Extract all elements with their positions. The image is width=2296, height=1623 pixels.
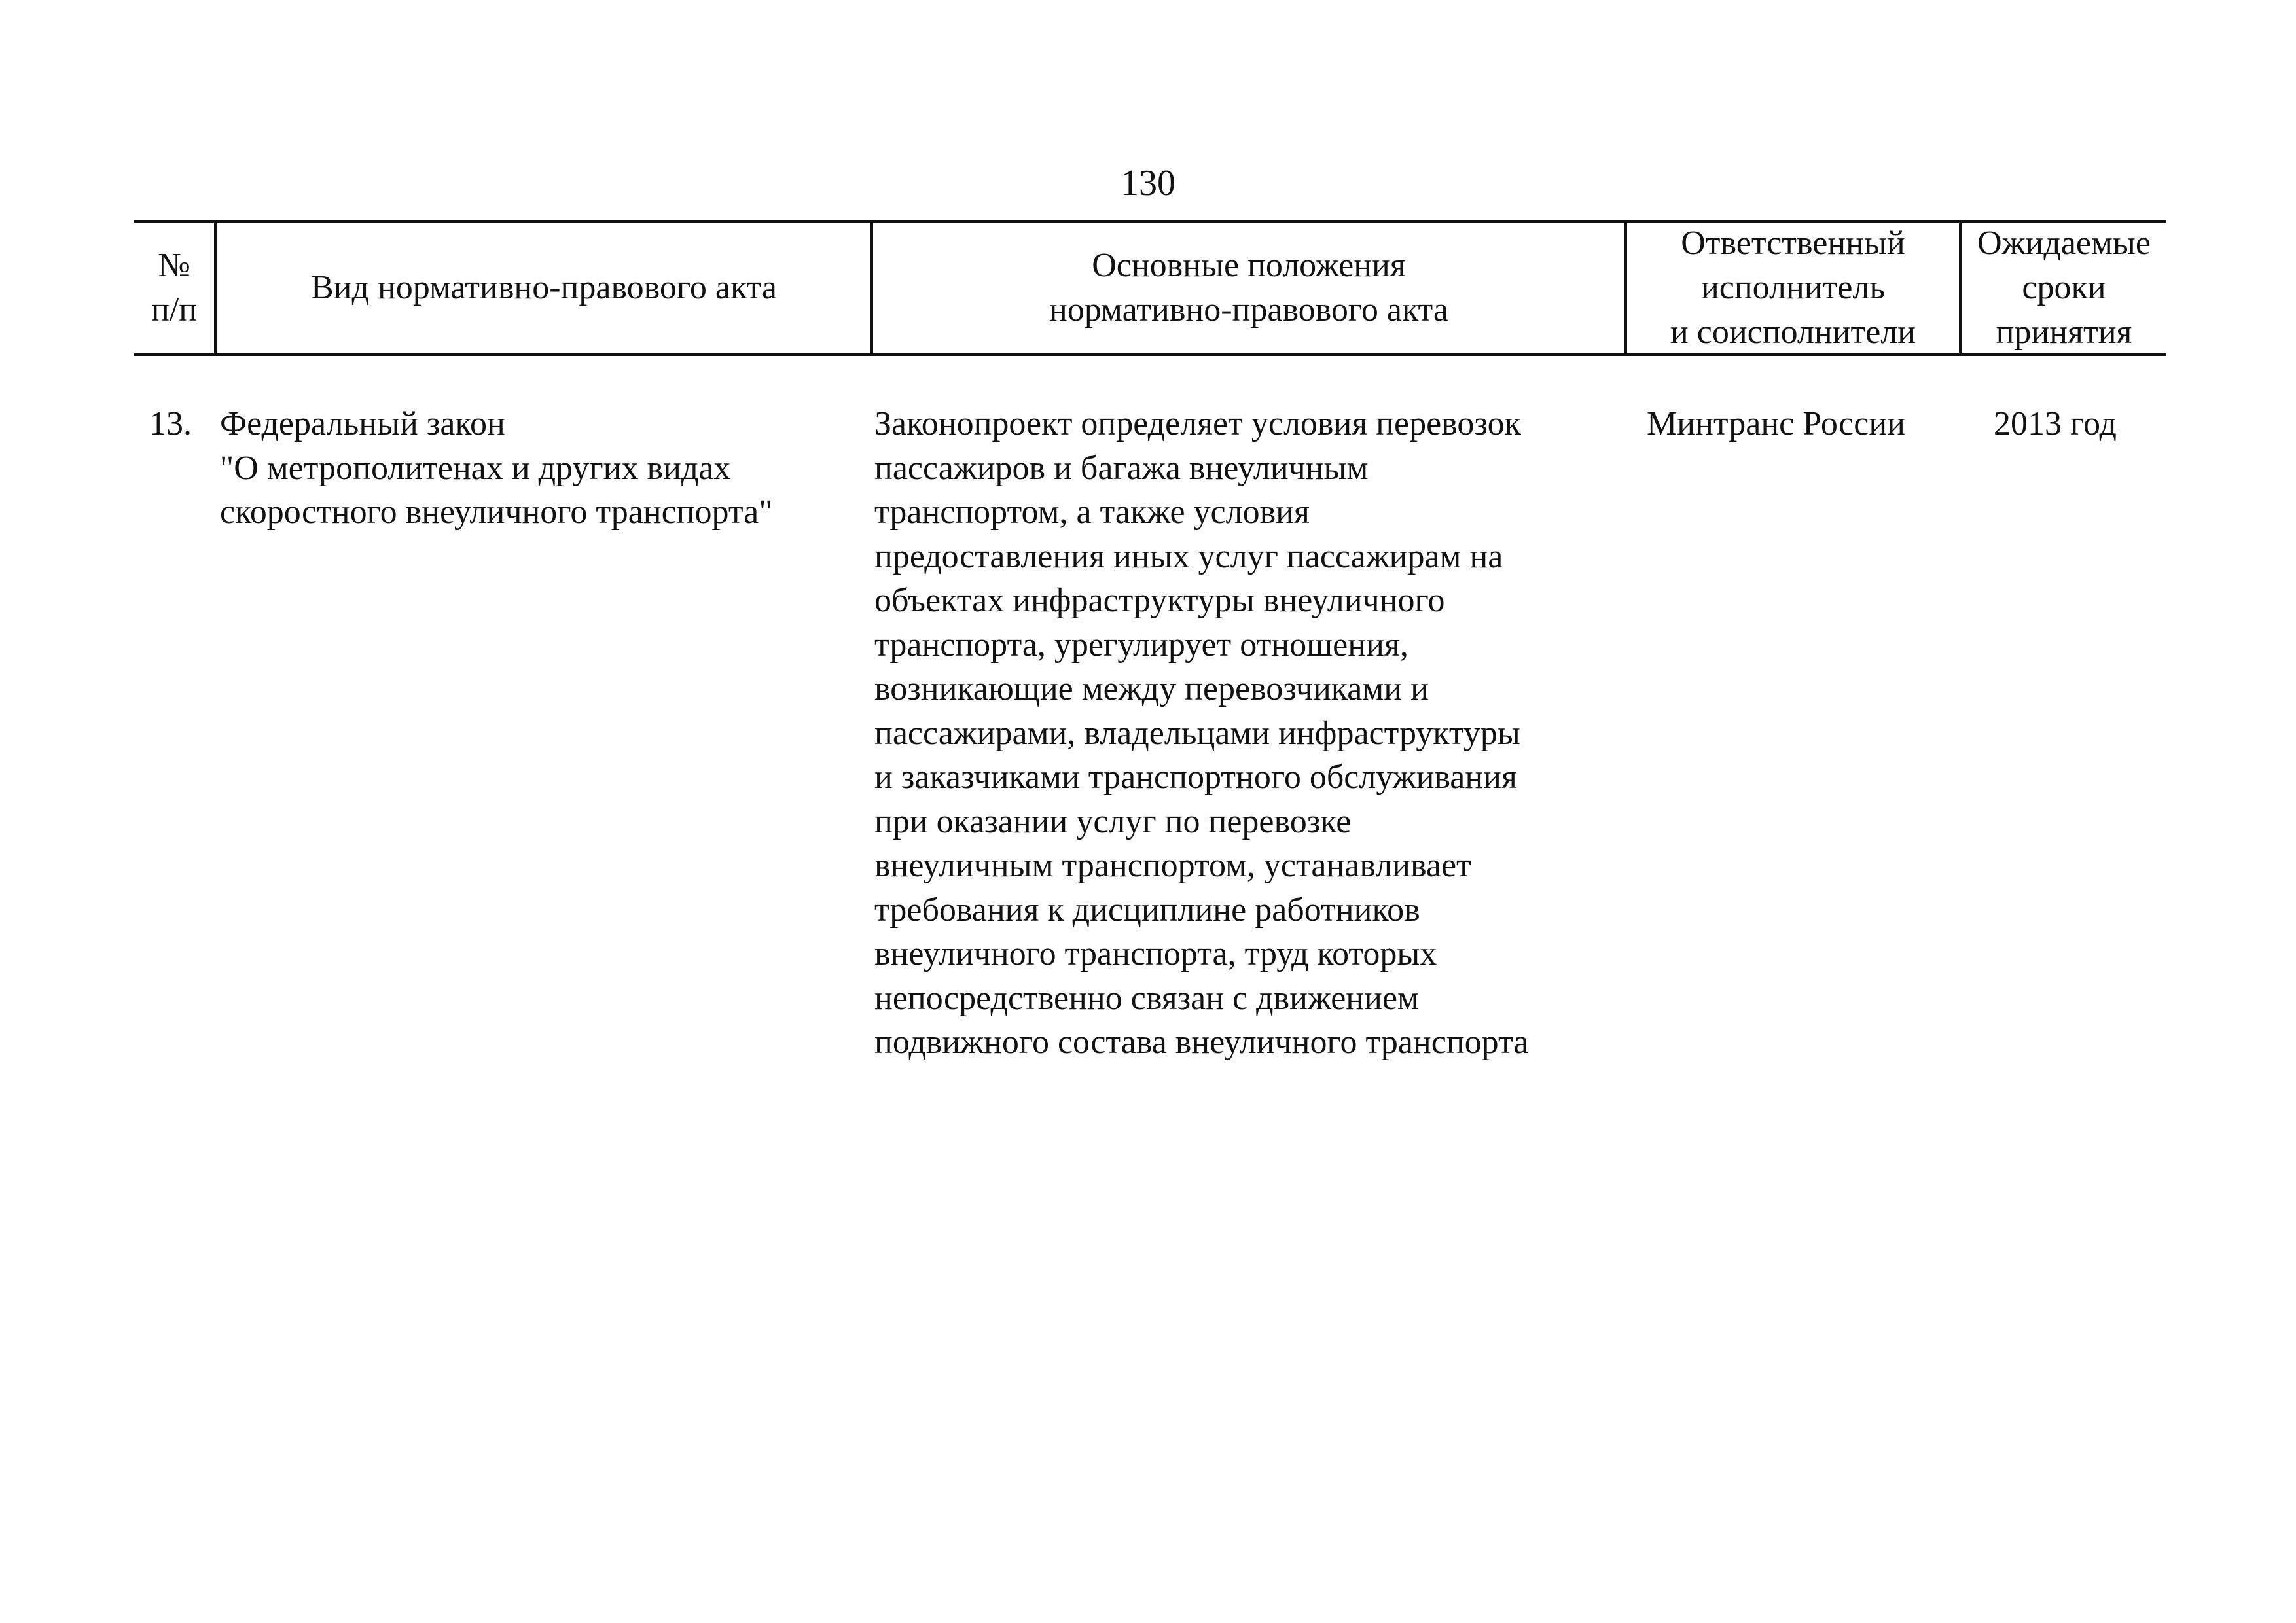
provisions-line: предоставления иных услуг пассажирам на	[874, 537, 1503, 575]
header-number-line: п/п	[151, 291, 198, 329]
page-number: 130	[1121, 163, 1175, 204]
provisions-line: требования к дисциплине работников	[874, 891, 1420, 929]
row-act-type	[220, 402, 773, 535]
row-number: 13.	[149, 405, 192, 442]
table-header	[134, 220, 2166, 356]
provisions-line: пассажиров и багажа внеуличным	[874, 449, 1369, 487]
row-provisions	[874, 402, 1528, 1065]
header-act-type	[217, 223, 871, 353]
provisions-line: Законопроект определяет условия перевозок	[874, 405, 1521, 442]
header-executor	[1627, 223, 1959, 353]
header-terms-line: Ожидаемые	[1977, 224, 2151, 262]
provisions-line: подвижного состава внеуличного транспорта	[874, 1024, 1529, 1061]
act-type-line: Федеральный закон	[220, 405, 505, 442]
header-provisions	[873, 223, 1624, 353]
provisions-line: и заказчиками транспортного обслуживания	[874, 758, 1517, 796]
provisions-line: объектах инфраструктуры внеуличного	[874, 582, 1445, 619]
header-terms	[1962, 223, 2166, 353]
header-number-line: №	[158, 247, 190, 284]
row-terms: 2013 год	[1994, 405, 2117, 442]
provisions-line: внеуличным транспортом, устанавливает	[874, 847, 1471, 884]
provisions-line: внеуличного транспорта, труд которых	[874, 935, 1437, 972]
provisions-line: транспортом, а также условия	[874, 493, 1310, 531]
header-provisions-line: Основные положения	[1092, 247, 1406, 284]
header-number	[134, 223, 214, 353]
provisions-line: при оказании услуг по перевозке	[874, 802, 1352, 840]
header-terms-line: принятия	[1996, 313, 2132, 351]
act-type-line: скоростного внеуличного транспорта"	[220, 493, 773, 531]
row-executor: Минтранс России	[1647, 405, 1905, 442]
act-type-line: "О метрополитенах и других видах	[220, 449, 731, 487]
provisions-line: пассажирами, владельцами инфраструктуры	[874, 714, 1520, 752]
provisions-line: непосредственно связан с движением	[874, 979, 1419, 1017]
header-executor-line: Ответственный	[1681, 224, 1905, 262]
header-executor-line: и соисполнители	[1670, 313, 1916, 351]
header-provisions-line: нормативно-правового акта	[1049, 291, 1448, 329]
provisions-line: транспорта, урегулирует отношения,	[874, 626, 1408, 664]
header-terms-line: сроки	[2022, 269, 2106, 306]
provisions-line: возникающие между перевозчиками и	[874, 670, 1429, 707]
header-executor-line: исполнитель	[1700, 269, 1886, 306]
header-act-type-line: Вид нормативно-правового акта	[311, 269, 777, 306]
